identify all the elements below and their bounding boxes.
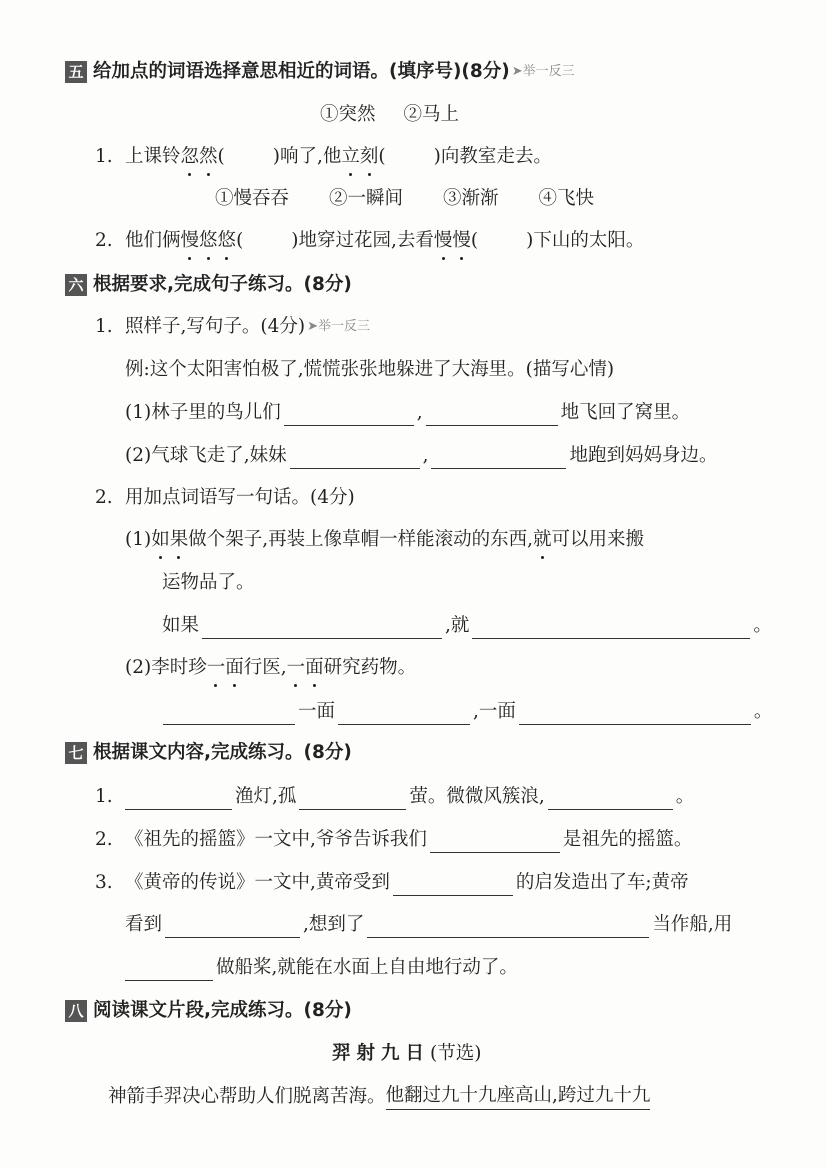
text: ( <box>217 146 225 167</box>
answer-blank[interactable] <box>472 618 750 639</box>
answer-blank[interactable] <box>393 875 513 896</box>
answer-blank[interactable] <box>367 917 649 938</box>
text: (2)李时珍 <box>125 657 207 678</box>
dotted-char: 悠 <box>199 228 218 254</box>
text: 研究药物。 <box>323 657 417 678</box>
answer-blank[interactable] <box>299 789 406 810</box>
text: 行医, <box>243 657 287 678</box>
text: 。 <box>675 786 695 807</box>
question-number: 1. <box>95 146 113 167</box>
example-sentence <box>125 357 614 383</box>
text: 。 <box>753 615 772 636</box>
text: 地飞回了窝里。 <box>560 402 691 423</box>
practice-tag: ➤举一反三 <box>307 319 370 334</box>
text: 可以用来搬 <box>551 529 645 550</box>
question-number: 2. <box>95 230 113 251</box>
question-7-3-cont2 <box>122 955 518 981</box>
text: ( <box>378 146 386 167</box>
item-6-1-2 <box>125 443 718 469</box>
text: 如果 <box>162 615 200 636</box>
text: 看到 <box>125 914 163 935</box>
section-6-header <box>65 272 352 298</box>
section-8-header <box>65 998 352 1024</box>
passage-paragraph <box>108 1084 650 1110</box>
text: 。 <box>753 701 773 722</box>
answer-blank[interactable] <box>165 917 300 938</box>
question-7-1 <box>95 784 694 810</box>
section-title: 根据要求,完成句子练习。(8分) <box>93 274 352 295</box>
answer-blank[interactable] <box>426 405 558 426</box>
section-badge: 八 <box>65 1000 87 1022</box>
answer-blank[interactable] <box>290 448 420 469</box>
section-title: 根据课文内容,完成练习。(8分) <box>93 742 352 763</box>
text: 用加点词语写一句话。(4分) <box>125 487 355 508</box>
option: ②一瞬间 <box>329 188 404 209</box>
section-badge: 七 <box>65 742 87 764</box>
text: 《祖先的摇篮》一文中,爷爷告诉我们 <box>125 829 427 850</box>
item-6-1-1 <box>125 400 690 426</box>
option: ①慢吞吞 <box>215 188 290 209</box>
text: 当作船,用 <box>652 914 733 935</box>
text: 神箭手羿决心帮助人们脱离苦海。 <box>108 1086 386 1107</box>
dotted-char: 如 <box>151 527 170 553</box>
question-number: 1. <box>95 786 113 807</box>
text: 一面 <box>298 701 336 722</box>
section-badge: 六 <box>65 274 87 296</box>
item-6-2-1-cont <box>162 570 255 596</box>
question-5-2 <box>95 228 644 254</box>
text: 做船桨,就能在水面上自由地行动了。 <box>216 957 518 978</box>
question-number: 1. <box>95 316 113 337</box>
option: ③渐渐 <box>443 188 499 209</box>
text: 《黄帝的传说》一文中,黄帝受到 <box>125 872 390 893</box>
dotted-char: 立 <box>341 144 360 170</box>
passage-title-text: 羿射九日 <box>332 1043 431 1064</box>
text: 照样子,写句子。(4分) <box>125 316 306 337</box>
section-title: 给加点的词语选择意思相近的词语。(填序号)(8分) <box>93 61 510 82</box>
text: ( <box>236 230 244 251</box>
text: , <box>422 445 429 466</box>
text: ( <box>470 230 479 251</box>
dotted-char: 就 <box>533 527 552 553</box>
question-6-1 <box>95 314 370 340</box>
answer-blank[interactable] <box>338 704 470 725</box>
text: ,想到了 <box>303 914 365 935</box>
text: 做个架子,再装上像草帽一样能滚动的东西, <box>188 529 534 550</box>
text: )响了,他 <box>272 146 342 167</box>
passage-subtitle: (节选) <box>430 1043 482 1064</box>
question-number: 2. <box>95 829 113 850</box>
dotted-char: 面 <box>305 655 324 681</box>
text: (2)气球飞走了,妹妹 <box>125 445 287 466</box>
dotted-char: 慢 <box>452 228 471 254</box>
text: 的启发造出了车;黄帝 <box>515 872 689 893</box>
text: , <box>416 402 423 423</box>
options-row-1 <box>320 102 459 128</box>
text: 运物品了。 <box>162 572 255 593</box>
option: ②马上 <box>403 104 460 125</box>
text: 地跑到妈妈身边。 <box>569 445 718 466</box>
text: 是祖先的摇篮。 <box>562 829 693 850</box>
dotted-char: 悠 <box>218 228 237 254</box>
answer-blank[interactable] <box>163 704 295 725</box>
section-title: 阅读课文片段,完成练习。(8分) <box>93 1000 352 1021</box>
dotted-char: 忽 <box>181 144 200 170</box>
text: 渔灯,孤 <box>235 786 297 807</box>
option: ④飞快 <box>538 188 595 209</box>
item-6-2-1 <box>125 527 644 553</box>
answer-blank[interactable] <box>548 789 673 810</box>
item-6-2-2 <box>125 655 416 681</box>
section-5-header <box>65 59 575 85</box>
text: (1)林子里的鸟儿们 <box>125 402 281 423</box>
text: 例:这个太阳害怕极了,慌慌张张地躲进了大海里。(描写心情) <box>125 359 615 380</box>
answer-blank[interactable] <box>202 618 442 639</box>
text: 萤。微微风簇浪, <box>409 786 545 807</box>
dotted-char: 果 <box>170 527 189 553</box>
answer-blank[interactable] <box>284 405 414 426</box>
underlined-sentence: 他翻过九十九座高山,跨过九十九 <box>386 1083 651 1110</box>
dotted-char: 面 <box>225 655 244 681</box>
answer-blank[interactable] <box>519 704 751 725</box>
text: 他们俩 <box>125 230 181 251</box>
text: (1) <box>125 529 152 550</box>
text: ,一面 <box>473 701 516 722</box>
text: )下山的太阳。 <box>526 230 645 251</box>
question-5-1 <box>95 144 552 170</box>
answer-blank[interactable] <box>430 832 560 853</box>
text: ,就 <box>445 615 470 636</box>
answer-6-2-1 <box>162 613 772 639</box>
dotted-char: 然 <box>199 144 218 170</box>
text: )地穿过花园,去看 <box>291 230 434 251</box>
section-badge: 五 <box>65 61 87 83</box>
option: ①突然 <box>320 104 376 125</box>
dotted-char: 一 <box>287 655 306 681</box>
dotted-char: 慢 <box>181 228 200 254</box>
answer-blank[interactable] <box>125 960 213 981</box>
question-6-2 <box>95 485 355 511</box>
practice-tag: ➤举一反三 <box>511 64 575 79</box>
dotted-char: 一 <box>207 655 226 681</box>
dotted-char: 刻 <box>360 144 379 170</box>
text: )向教室走去。 <box>433 146 552 167</box>
question-7-2 <box>95 827 692 853</box>
answer-blank[interactable] <box>431 448 566 469</box>
section-7-header <box>65 740 352 766</box>
question-7-3-cont <box>125 912 732 938</box>
question-7-3 <box>95 870 689 896</box>
answer-6-2-2 <box>160 699 772 725</box>
answer-blank[interactable] <box>125 789 232 810</box>
text: 上课铃 <box>125 146 181 167</box>
question-number: 2. <box>95 487 113 508</box>
passage-title <box>332 1041 481 1067</box>
options-row-2 <box>215 186 594 212</box>
dotted-char: 慢 <box>434 228 453 254</box>
question-number: 3. <box>95 872 113 893</box>
